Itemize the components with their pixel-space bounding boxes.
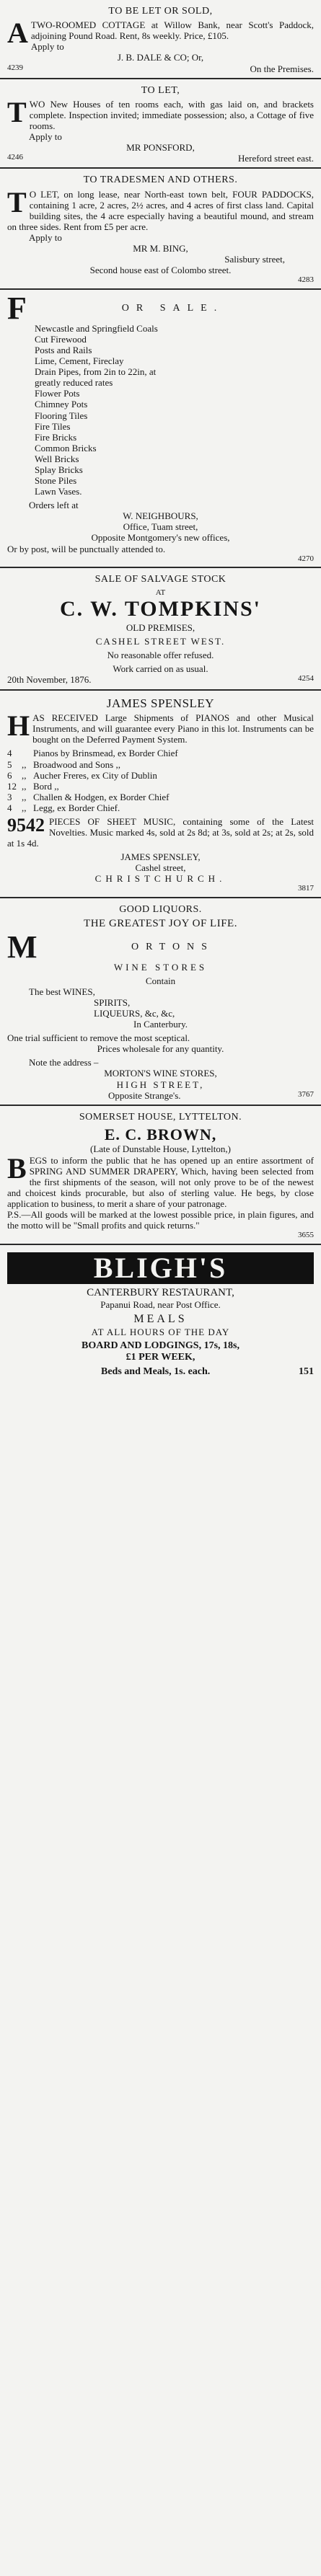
street-line: CASHEL STREET WEST. xyxy=(95,636,226,647)
street-line: Cashel street, xyxy=(135,862,186,874)
ad-number: 4246 xyxy=(7,153,23,162)
drop-cap: H xyxy=(7,709,30,743)
city-line: CHRISTCHURCH. xyxy=(94,873,227,885)
ad-blighs-restaurant xyxy=(0,1245,321,1382)
second-house-line: Second house east of Colombo street. xyxy=(89,265,232,276)
ad-james-spensley-pianos xyxy=(0,691,321,899)
list-item: 12 ,, Bord ,, xyxy=(7,780,59,792)
list-item: Lime, Cement, Fireclay xyxy=(35,355,124,367)
refused-line: No reasonable offer refused. xyxy=(107,650,214,661)
week-line: £1 PER WEEK, xyxy=(126,1352,195,1363)
list-item: Well Bricks xyxy=(35,453,79,464)
ad-number: 151 xyxy=(299,1366,314,1378)
music-count: 9542 xyxy=(7,814,45,836)
spirits-line: SPIRITS, xyxy=(94,997,131,1008)
ad-title: TO BE LET OR SOLD, xyxy=(108,6,213,17)
postscript: P.S.—All goods will be marked at the lowest possible price, in plain figures, and the motto will be "Small profits and quick returns." xyxy=(7,1208,314,1231)
hours-line: AT ALL HOURS OF THE DAY xyxy=(91,1326,230,1337)
prices-line: Prices wholesale for any quantity. xyxy=(97,1043,224,1055)
opposite-line: Opposite Montgomery's new offices, xyxy=(91,532,230,544)
ad-number: 4254 xyxy=(298,674,314,683)
list-item: 3 ,, Challen & Hodgen, ex Border Chief xyxy=(7,791,170,802)
list-item: Fire Tiles xyxy=(35,420,71,432)
sale-items-list xyxy=(7,323,314,497)
list-item: Fire Bricks xyxy=(35,431,77,443)
ad-houses-to-let xyxy=(0,79,321,169)
list-item: Posts and Rails xyxy=(35,345,92,356)
ad-mortons-wine-stores xyxy=(0,898,321,1106)
apply-line: Apply to xyxy=(29,231,62,243)
ad-title: TO LET, xyxy=(141,84,180,96)
ad-title: TO TRADESMEN AND OTHERS. xyxy=(83,174,238,186)
opposite-line: Opposite Strange's. xyxy=(108,1089,181,1101)
list-item: 4 ,, Legg, ex Border Chief. xyxy=(7,802,120,813)
list-item: Splay Bricks xyxy=(35,464,83,475)
ad-number: 3767 xyxy=(298,1089,314,1099)
agent-name: MR PONSFORD, xyxy=(126,142,195,154)
drop-cap: B xyxy=(7,1151,27,1185)
ad-body: O LET, on long lease, near North-east town belt, FOUR PADDOCKS, containing 1 acre, 2 acres, 2½ acres, and 4 acres of first class land. Capital building sites, the 4 acre especially having a beautiful mound, and stream on three sides. Rent from £5 per acre. xyxy=(7,188,314,232)
music-body: PIECES OF SHEET MUSIC, containing some of the Latest Novelties. Music marked 4s, sold at 2s 8d; at 3s, sold at 2s; at 2s, sold at 1s 4d. xyxy=(7,815,314,849)
apply-line: Apply to xyxy=(29,131,62,143)
list-item: 5 ,, Broadwood and Sons ,, xyxy=(7,758,120,770)
office-line: Office, Tuam street, xyxy=(123,521,198,533)
post-line: Or by post, will be punctually attended to. xyxy=(7,543,166,554)
date-line: 20th November, 1876. xyxy=(7,674,92,686)
list-item: Drain Pipes, from 2in to 22in, at xyxy=(35,366,157,378)
list-item: Newcastle and Springfield Coals xyxy=(35,322,158,334)
list-item: Chimney Pots xyxy=(35,399,88,410)
list-item: 6 ,, Aucher Freres, ex City of Dublin xyxy=(7,769,157,781)
meals-line: MEALS xyxy=(133,1313,188,1326)
merchant-name: ORTONS xyxy=(131,941,214,952)
drop-cap: M xyxy=(7,929,38,965)
restaurant-subtitle: CANTERBURY RESTAURANT, xyxy=(87,1286,234,1298)
list-item: Common Bricks xyxy=(35,442,97,453)
ad-cottage-let-or-sold xyxy=(0,0,321,79)
ad-body: WO New Houses of ten rooms each, with gas laid on, and brackets complete. Inspection invited; immediate possession; also, a Cottage of five rooms. xyxy=(29,98,314,132)
late-of-line: (Late of Dunstable House, Lyttelton,) xyxy=(90,1143,231,1155)
list-item: Stone Piles xyxy=(35,475,77,487)
ad-number: 4283 xyxy=(298,275,314,285)
ad-for-sale-building-supplies xyxy=(0,290,321,568)
location-line: In Canterbury. xyxy=(133,1019,188,1030)
merchant-name: W. NEIGHBOURS, xyxy=(123,510,198,522)
list-item: greatly reduced rates xyxy=(35,377,113,389)
ad-tradesmen-paddocks xyxy=(0,169,321,290)
ad-title: OR SALE. xyxy=(121,302,224,314)
ad-subtitle: THE GREATEST JOY OF LIFE. xyxy=(84,918,237,930)
orders-line: Orders left at xyxy=(29,500,79,511)
premises-line: OLD PREMISES, xyxy=(126,622,195,634)
note-line: Note the address – xyxy=(29,1057,99,1068)
agent-name: MR M. BING, xyxy=(133,242,188,254)
ad-title: SALE OF SALVAGE STOCK xyxy=(94,574,227,585)
ad-body: AS RECEIVED Large Shipments of PIANOS and other Musical Instruments, and will guarantee every Piano in this lot. Instruments can be bought on the Deferred Payment System. xyxy=(32,712,314,745)
address-line: Hereford street east. xyxy=(237,153,314,164)
list-item: Cut Firewood xyxy=(35,334,87,345)
trial-line: One trial sufficient to remove the most sceptical. xyxy=(7,1032,190,1044)
ad-salvage-stock-sale xyxy=(0,568,321,690)
ad-title: JAMES SPENSLEY xyxy=(106,696,215,710)
agent-name: J. B. DALE & CO; Or, xyxy=(117,52,204,63)
ad-body: EGS to inform the public that he has opened up an entire assortment of SPRING AND SUMMER DRAPERY, Which, having been selected from the first shipments of the season, will not only prove to be of the newest and choicest kinds procurable, but also of sterling value. He begs, by close application to business, to merit a share of your patronage. xyxy=(7,1154,314,1209)
apply-line: Apply to xyxy=(30,41,64,53)
ad-title: GOOD LIQUORS. xyxy=(119,904,202,916)
drop-cap: F xyxy=(7,290,27,326)
address-line: Papanui Road, near Post Office. xyxy=(100,1299,221,1311)
ad-somerset-house-drapery xyxy=(0,1106,321,1245)
wines-line: The best WINES, xyxy=(29,986,95,997)
at-line: AT xyxy=(155,588,166,597)
address-line-1: MORTON'S WINE STORES, xyxy=(104,1068,217,1079)
work-line: Work carried on as usual. xyxy=(113,663,208,675)
list-item: Flower Pots xyxy=(35,388,80,399)
list-item: Flooring Tiles xyxy=(35,410,88,421)
restaurant-name: BLIGH'S xyxy=(7,1252,314,1284)
merchant-name: E. C. BROWN, xyxy=(104,1125,217,1143)
piano-list xyxy=(7,748,314,813)
list-item: 4 Pianos by Brinsmead, ex Border Chief xyxy=(7,748,178,759)
beds-line: Beds and Meals, 1s. each. xyxy=(101,1366,211,1378)
ad-title: SOMERSET HOUSE, LYTTELTON. xyxy=(79,1111,242,1123)
ad-number: 3655 xyxy=(298,1231,314,1240)
stores-line: WINE STORES xyxy=(113,961,208,973)
merchant-name: C. W. TOMPKINS' xyxy=(60,597,261,621)
ad-number: 3817 xyxy=(298,884,314,893)
address-line-2: HIGH STREET, xyxy=(116,1079,205,1090)
list-item: Lawn Vases. xyxy=(35,486,82,497)
merchant-name: JAMES SPENSLEY, xyxy=(120,851,201,863)
premises-line: On the Premises. xyxy=(250,63,314,74)
drop-cap: T xyxy=(7,185,27,218)
ad-number: 4239 xyxy=(7,63,23,72)
ad-body: TWO-ROOMED COTTAGE at Willow Bank, near Scott's Paddock, adjoining Pound Road. Rent, 8s weekly. Price, £105. xyxy=(30,19,314,42)
liqueurs-line: LIQUEURS, &c, &c, xyxy=(94,1008,175,1019)
street-line: Salisbury street, xyxy=(224,254,285,265)
drop-cap: A xyxy=(7,17,28,50)
board-line: BOARD AND LODGINGS, 17s, 18s, xyxy=(82,1340,239,1351)
ad-number: 4270 xyxy=(298,554,314,563)
contain-line: Contain xyxy=(145,975,176,986)
drop-cap: T xyxy=(7,95,27,128)
